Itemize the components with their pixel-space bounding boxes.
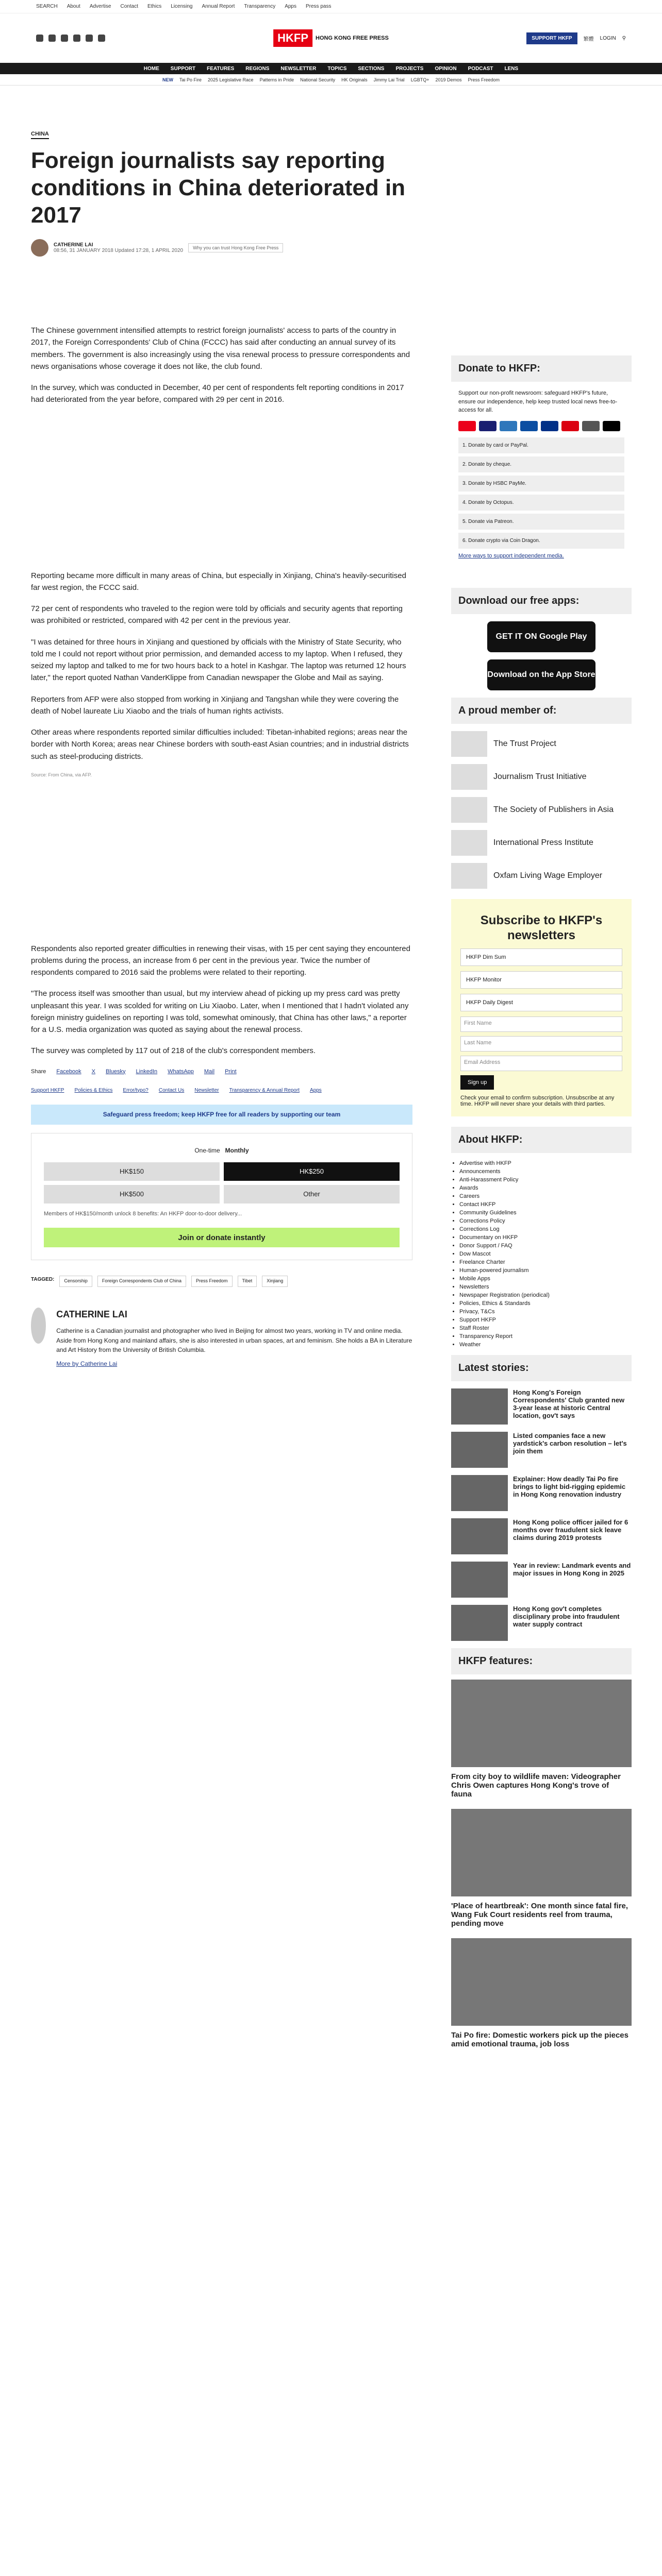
story-title[interactable]: Year in review: Landmark events and major issues in Hong Kong in 2025 — [513, 1561, 631, 1577]
about-link[interactable]: • Newsletters — [459, 1284, 632, 1290]
about-link[interactable]: • Human-powered journalism — [459, 1267, 632, 1274]
trending-item[interactable]: LGBTQ+ — [410, 77, 429, 82]
tag[interactable]: Press Freedom — [191, 1276, 233, 1287]
logo-text: HONG KONG FREE PRESS — [316, 35, 389, 41]
jcb-icon — [520, 421, 538, 431]
member-logo — [451, 797, 487, 823]
trending-bar — [0, 74, 662, 86]
more-ways-link[interactable]: More ways to support independent media. — [458, 552, 564, 559]
trending-label: NEW — [162, 77, 173, 82]
trending-item[interactable]: Jimmy Lai Trial — [373, 77, 405, 82]
trust-badge[interactable]: Why you can trust Hong Kong Free Press — [188, 243, 283, 252]
member-logo — [451, 731, 487, 757]
donate-option[interactable]: 2. Donate by cheque. — [458, 456, 624, 472]
topbar-item[interactable]: Ethics — [147, 4, 162, 9]
about-link[interactable]: • Documentary on HKFP — [459, 1234, 632, 1241]
share-whatsapp[interactable]: WhatsApp — [168, 1068, 194, 1075]
support-links — [31, 1087, 412, 1095]
about-widget — [451, 1127, 632, 1355]
newsletter-title: Subscribe to HKFP's newsletters — [480, 913, 603, 942]
donate-widget — [451, 355, 632, 567]
donation-tiers — [31, 1133, 412, 1261]
nav-item[interactable]: TOPICS — [327, 65, 347, 72]
member-org[interactable]: Journalism Trust Initiative — [493, 772, 587, 781]
instagram-icon[interactable] — [61, 35, 68, 42]
article-title: Foreign journalists say reporting conditions in China deteriorated in 2017 — [31, 148, 406, 228]
gpay-icon — [582, 421, 600, 431]
member-logo — [451, 863, 487, 889]
member-org[interactable]: International Press Institute — [493, 838, 593, 847]
bio-text: Catherine is a Canadian journalist and photographer who lived in Beijing for almost two years, working in TV and online media. Aside from Hong Kong and mainland affairs, she is also interested in urban spaces, art and feminism. She holds a BA in Literature and Art History from the University of British Columbia. — [56, 1327, 412, 1354]
last-name-input[interactable]: Last Name — [460, 1036, 622, 1052]
support-link[interactable]: Error/typo? — [123, 1087, 148, 1093]
share-x[interactable]: X — [91, 1068, 96, 1075]
trending-item[interactable]: HK Originals — [341, 77, 368, 82]
donate-option[interactable]: 4. Donate by Octopus. — [458, 495, 624, 511]
payment-cards — [458, 421, 624, 431]
nav-item[interactable]: HOME — [143, 65, 159, 72]
article-paragraph: Reporters from AFP were also stopped from working in Xinjiang and Tangshan while they were covering the death of Nobel laureate Liu Xiaobo and the trials of human rights activists. — [31, 694, 399, 716]
about-link[interactable]: • Support HKFP — [459, 1317, 632, 1323]
about-link[interactable]: • Corrections Policy — [459, 1218, 632, 1224]
support-link[interactable]: Newsletter — [194, 1087, 219, 1093]
story-thumb[interactable] — [451, 1605, 508, 1641]
feature-image[interactable] — [451, 1680, 632, 1767]
donate-title: Donate to HKFP: — [451, 355, 632, 382]
share-print[interactable]: Print — [225, 1068, 237, 1075]
share-facebook[interactable]: Facebook — [56, 1068, 81, 1075]
share-mail[interactable]: Mail — [204, 1068, 215, 1075]
facebook-icon[interactable] — [36, 35, 43, 42]
main-nav — [0, 63, 662, 74]
article-paragraph: "The process itself was smoother than usual, but my interview ahead of picking up my press card was pretty unpleasant this year. I was scolded for writing on Liu Xiaobo. Later, when I mentioned that I hadn't violated any foreign ministry guidelines on reporting I was told, somewhat ominously, that China has other laws," a reporter for a U.S. media organization was quoted as saying about the renewal process. — [31, 989, 409, 1035]
threads-icon[interactable] — [73, 35, 80, 42]
story-title[interactable]: Hong Kong gov't completes disciplinary probe into fraudulent water supply contract — [513, 1604, 620, 1628]
about-link[interactable]: • Dow Mascot — [459, 1251, 632, 1257]
join-button[interactable]: Join or donate instantly — [44, 1228, 400, 1247]
newsletter-option[interactable]: HKFP Monitor — [460, 971, 622, 989]
nav-item[interactable]: NEWSLETTER — [280, 65, 317, 72]
email-input[interactable]: Email Address — [460, 1056, 622, 1071]
header-actions — [526, 32, 626, 44]
author-photo — [31, 1308, 46, 1344]
member-org[interactable]: Oxfam Living Wage Employer — [493, 871, 603, 880]
story-thumb[interactable] — [451, 1518, 508, 1554]
page-content — [31, 129, 631, 2048]
support-link[interactable]: Contact Us — [158, 1087, 185, 1093]
article-paragraph: The survey was completed by 117 out of 218 of the club's correspondent members. — [31, 1046, 316, 1056]
mail-icon[interactable] — [98, 35, 105, 42]
share-linkedin[interactable]: LinkedIn — [136, 1068, 158, 1075]
support-banner[interactable]: Safeguard press freedom; keep HKFP free for all readers by supporting our team — [31, 1105, 412, 1125]
top-utility-bar — [0, 0, 662, 13]
member-logo — [451, 764, 487, 790]
login-link[interactable]: LOGIN — [600, 35, 616, 41]
nav-item[interactable]: REGIONS — [245, 65, 270, 72]
donate-option[interactable]: 5. Donate via Patreon. — [458, 514, 624, 530]
nav-item[interactable]: PODCAST — [468, 65, 493, 72]
applepay-icon — [603, 421, 620, 431]
google-play-button[interactable]: GET IT ON Google Play — [487, 621, 595, 652]
tier-option[interactable]: HK$150 — [44, 1162, 220, 1181]
story-title[interactable]: Hong Kong's Foreign Correspondents' Club granted new 3-year lease at historic Central location, gov't says — [513, 1388, 625, 1419]
share-bluesky[interactable]: Bluesky — [106, 1068, 126, 1075]
article-paragraph: In the survey, which was conducted in December, 40 per cent of respondents felt reporting conditions in 2017 had deteriorated from the year before, compared with 29 per cent in 2016. — [31, 383, 404, 404]
support-link[interactable]: Support HKFP — [31, 1087, 64, 1093]
tag[interactable]: Xinjiang — [262, 1276, 288, 1287]
x-icon[interactable] — [48, 35, 56, 42]
newsletter-widget — [451, 899, 632, 1116]
trending-item[interactable]: 2019 Demos — [435, 77, 462, 82]
about-link[interactable]: • Privacy, T&Cs — [459, 1309, 632, 1315]
feature-title[interactable]: From city boy to wildlife maven: Videographer Chris Owen captures Hong Kong's trove of fauna — [451, 1772, 621, 1799]
support-button[interactable]: SUPPORT HKFP — [526, 32, 577, 44]
topbar-item[interactable]: SEARCH — [36, 4, 58, 9]
trending-item[interactable]: Patterns in Pride — [259, 77, 294, 82]
topbar-item[interactable]: Press pass — [306, 4, 332, 9]
features-widget — [451, 1648, 632, 2048]
tag[interactable]: Foreign Correspondents Club of China — [97, 1276, 186, 1287]
trending-item[interactable]: Tai Po Fire — [179, 77, 202, 82]
tags — [31, 1276, 412, 1287]
topbar-item[interactable]: Apps — [285, 4, 296, 9]
site-logo[interactable] — [273, 29, 389, 47]
nav-item[interactable]: FEATURES — [207, 65, 235, 72]
app-store-button[interactable]: Download on the App Store — [487, 659, 595, 690]
sidebar — [451, 355, 632, 2059]
tag[interactable]: Tibet — [238, 1276, 257, 1287]
about-link[interactable]: • Contact HKFP — [459, 1201, 632, 1208]
features-title: HKFP features: — [451, 1648, 632, 1674]
donate-option[interactable]: 3. Donate by HSBC PayMe. — [458, 476, 624, 492]
donate-option[interactable]: 1. Donate by card or PayPal. — [458, 437, 624, 453]
visa-icon — [479, 421, 496, 431]
search-icon[interactable]: ⚲ — [622, 35, 626, 41]
about-link[interactable]: • Transparency Report — [459, 1333, 632, 1340]
nav-item[interactable]: OPINION — [435, 65, 457, 72]
publish-date: 08:56, 31 JANUARY 2018 — [54, 248, 113, 254]
about-link[interactable]: • Corrections Log — [459, 1226, 632, 1232]
article-paragraph: Other areas where respondents reported similar difficulties included: Tibetan-inhabited regions; areas near the border with North Korea; areas near Chinese borders with south-east Asian countries; and in industrial districts such as steel-producing districts. — [31, 728, 409, 761]
topbar-item[interactable]: Contact — [120, 4, 138, 9]
about-link[interactable]: • Careers — [459, 1193, 632, 1199]
tier-option[interactable]: HK$500 — [44, 1185, 220, 1204]
tier-option[interactable]: Other — [224, 1185, 400, 1204]
site-header — [0, 13, 662, 63]
newsletter-option[interactable]: HKFP Daily Digest — [460, 994, 622, 1011]
story-thumb[interactable] — [451, 1388, 508, 1425]
feature-image[interactable] — [451, 1938, 632, 2026]
about-link[interactable]: • Newspaper Registration (periodical) — [459, 1292, 632, 1298]
support-link[interactable]: Policies & Ethics — [74, 1087, 113, 1093]
member-widget — [451, 698, 632, 889]
share-bar — [31, 1067, 412, 1076]
support-link[interactable]: Apps — [309, 1087, 322, 1093]
apps-title: Download our free apps: — [451, 588, 632, 614]
social-links — [36, 35, 105, 42]
about-link[interactable]: • Freelance Charter — [459, 1259, 632, 1265]
nav-item[interactable]: SUPPORT — [170, 65, 196, 72]
author-bio — [31, 1308, 412, 1368]
share-label: Share — [31, 1068, 46, 1075]
trending-item[interactable]: Press Freedom — [468, 77, 500, 82]
article-body — [31, 325, 412, 1369]
story-title[interactable]: Hong Kong police officer jailed for 6 months over fraudulent sick leave claims during 2019 protests — [513, 1518, 628, 1541]
newsletter-note: Check your email to confirm subscription. Unsubscribe at any time. HKFP will never share your details with third parties. — [460, 1094, 615, 1107]
story-thumb[interactable] — [451, 1562, 508, 1598]
story-title[interactable]: Listed companies face a new yardstick's carbon resolution – let's join them — [513, 1431, 627, 1455]
author-avatar — [31, 239, 48, 257]
embed-space — [31, 415, 412, 570]
member-logo — [451, 830, 487, 856]
mastercard-icon — [458, 421, 476, 431]
about-link[interactable]: • Anti-Harassment Policy — [459, 1177, 632, 1183]
about-link[interactable]: • Staff Roster — [459, 1325, 632, 1331]
image-caption: Source: From China, via AFP. — [31, 772, 92, 777]
article-category[interactable]: CHINA — [31, 131, 49, 139]
about-link[interactable]: • Mobile Apps — [459, 1276, 632, 1282]
about-title: About HKFP: — [451, 1127, 632, 1153]
newsletter-option[interactable]: HKFP Dim Sum — [460, 948, 622, 966]
language-link[interactable]: 繁體 — [583, 36, 594, 42]
payme-icon — [561, 421, 579, 431]
trending-item[interactable]: 2025 Legislative Race — [208, 77, 254, 82]
article-paragraph: Respondents also reported greater difficulties in renewing their visas, with 15 per cent saying they encountered problems during the process, an increase from 6 per cent in the previous year. Twice the number of respondents compared to 2016 said the problems were related to their reporting. — [31, 944, 410, 977]
about-link[interactable]: • Community Guidelines — [459, 1210, 632, 1216]
about-link[interactable]: • Weather — [459, 1342, 632, 1348]
latest-title: Latest stories: — [451, 1355, 632, 1381]
bio-name[interactable]: CATHERINE LAI — [56, 1309, 127, 1320]
topbar-item[interactable]: Advertise — [89, 4, 111, 9]
story-thumb[interactable] — [451, 1432, 508, 1468]
feature-image[interactable] — [451, 1809, 632, 1896]
about-link[interactable]: • Awards — [459, 1185, 632, 1191]
tier-note: Members of HK$150/month unlock 8 benefits: An HKFP door-to-door delivery... — [44, 1211, 242, 1217]
donate-intro: Support our non-profit newsroom: safeguard HKFP's future, ensure our independence, help keep trusted local news free-to-access for all. — [458, 390, 618, 413]
member-org[interactable]: The Trust Project — [493, 739, 556, 748]
about-link[interactable]: • Announcements — [459, 1168, 632, 1175]
latest-widget — [451, 1355, 632, 1641]
nav-item[interactable]: SECTIONS — [358, 65, 385, 72]
tab-monthly[interactable]: Monthly — [225, 1146, 249, 1154]
feature-title[interactable]: Tai Po fire: Domestic workers pick up the pieces amid emotional trauma, job loss — [451, 2030, 628, 2048]
author-name[interactable]: CATHERINE LAI — [54, 242, 93, 248]
story-thumb[interactable] — [451, 1475, 508, 1511]
nav-item[interactable]: LENS — [504, 65, 519, 72]
member-title: A proud member of: — [451, 698, 632, 724]
article-paragraph: The Chinese government intensified attempts to restrict foreign journalists' access to parts of the country in 2017, the Foreign Correspondents' Club of China (FCCC) has said after conducting an annual survey of its members. The government is also increasingly using the visa renewal process to pressure correspondents and news organisations whose coverage it does not like, the club found. — [31, 326, 410, 371]
about-link[interactable]: • Advertise with HKFP — [459, 1160, 632, 1166]
topbar-item[interactable]: Annual Report — [202, 4, 235, 9]
amex-icon — [500, 421, 517, 431]
about-link[interactable]: • Policies, Ethics & Standards — [459, 1300, 632, 1307]
topbar-item[interactable]: Licensing — [171, 4, 193, 9]
donate-option[interactable]: 6. Donate crypto via Coin Dragon. — [458, 533, 624, 549]
bio-more-link[interactable]: More by Catherine Lai — [56, 1360, 118, 1368]
nav-item[interactable]: PROJECTS — [395, 65, 424, 72]
updated-date: Updated 17:28, 1 APRIL 2020 — [114, 248, 184, 254]
first-name-input[interactable]: First Name — [460, 1016, 622, 1032]
article-paragraph: Reporting became more difficult in many areas of China, but especially in Xinjiang, China's heavily-securitised far west region, the FCCC said. — [31, 571, 406, 592]
tag[interactable]: Censorship — [59, 1276, 92, 1287]
apps-widget — [451, 588, 632, 690]
paypal-icon — [541, 421, 558, 431]
image-space — [31, 788, 412, 943]
article-paragraph: "I was detained for three hours in Xinjiang and questioned by officials with the Ministry of State Security, who told me I could not report without prior permission, and demanded access to my laptop. When I refused, they seized my laptop and talked to me for two hours back to a hotel in Kashgar. The laptop was returned 12 hours later," the report quoted Nathan VanderKlippe from Canadian newspaper the Globe and Mail as saying. — [31, 637, 406, 683]
topbar-item[interactable]: About — [67, 4, 80, 9]
about-link[interactable]: • Donor Support / FAQ — [459, 1243, 632, 1249]
trending-item[interactable]: National Security — [300, 77, 336, 82]
signup-button[interactable]: Sign up — [460, 1075, 494, 1090]
article-paragraph: 72 per cent of respondents who traveled to the region were told by officials and security agents that reporting was prohibited or restricted, compared with 42 per cent in the previous year. — [31, 604, 403, 625]
topbar-item[interactable]: Transparency — [244, 4, 276, 9]
feature-title[interactable]: 'Place of heartbreak': One month since fatal fire, Wang Fuk Court residents reel from trauma, pending move — [451, 1901, 628, 1928]
member-org[interactable]: The Society of Publishers in Asia — [493, 805, 614, 814]
byline — [31, 239, 631, 257]
tier-option[interactable]: HK$250 — [224, 1162, 400, 1181]
logo-mark: HKFP — [273, 29, 312, 47]
story-title[interactable]: Explainer: How deadly Tai Po fire brings to light bid-rigging epidemic in Hong Kong renovation industry — [513, 1475, 626, 1498]
youtube-icon[interactable] — [86, 35, 93, 42]
support-link[interactable]: Transparency & Annual Report — [229, 1087, 300, 1093]
tab-one-time[interactable]: One-time — [194, 1146, 220, 1154]
tags-label: TAGGED: — [31, 1277, 55, 1283]
